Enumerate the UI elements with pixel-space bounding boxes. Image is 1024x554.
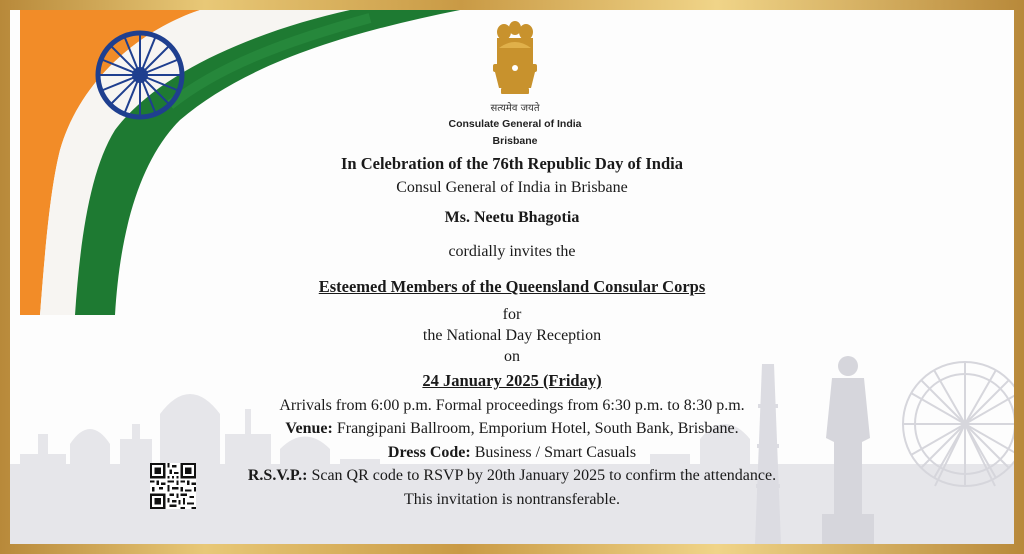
- for-label: for: [502, 306, 522, 323]
- venue-label: Venue:: [285, 420, 333, 437]
- invite-phrase: cordially invites the: [448, 243, 576, 260]
- host-name: Ms. Neetu Bhagotia: [444, 209, 580, 226]
- office-city: Brisbane: [492, 135, 538, 147]
- rsvp-label: R.S.V.P.:: [247, 467, 308, 484]
- venue-value: Frangipani Ballroom, Emporium Hotel, South Bank, Brisbane.: [332, 420, 739, 437]
- rsvp-value: Scan QR code to RSVP by 20th January 2025 to confirm the attendance.: [307, 467, 777, 484]
- on-label: on: [504, 348, 520, 365]
- host-title: Consul General of India in Brisbane: [396, 179, 628, 196]
- venue-line: [10, 420, 1014, 438]
- invitation-body: [10, 10, 1014, 544]
- event-timing: Arrivals from 6:00 p.m. Formal proceedings from 6:30 p.m. to 8:30 p.m.: [279, 397, 745, 414]
- dress-code-label: Dress Code:: [387, 444, 471, 461]
- celebration-heading: In Celebration of the 76th Republic Day of India: [341, 154, 683, 173]
- office-name: Consulate General of India: [448, 118, 582, 130]
- event-date: 24 January 2025 (Friday): [422, 371, 602, 390]
- nontransferable-note: This invitation is nontransferable.: [404, 491, 620, 508]
- event-name: the National Day Reception: [422, 327, 602, 344]
- emblem-motto: सत्यमेव जयते: [490, 103, 540, 114]
- dress-code-value: Business / Smart Casuals: [470, 444, 637, 461]
- rsvp-qr-code[interactable]: [150, 463, 196, 509]
- dress-code-line: [10, 444, 1014, 462]
- guest-group: Esteemed Members of the Queensland Consular Corps: [318, 277, 706, 296]
